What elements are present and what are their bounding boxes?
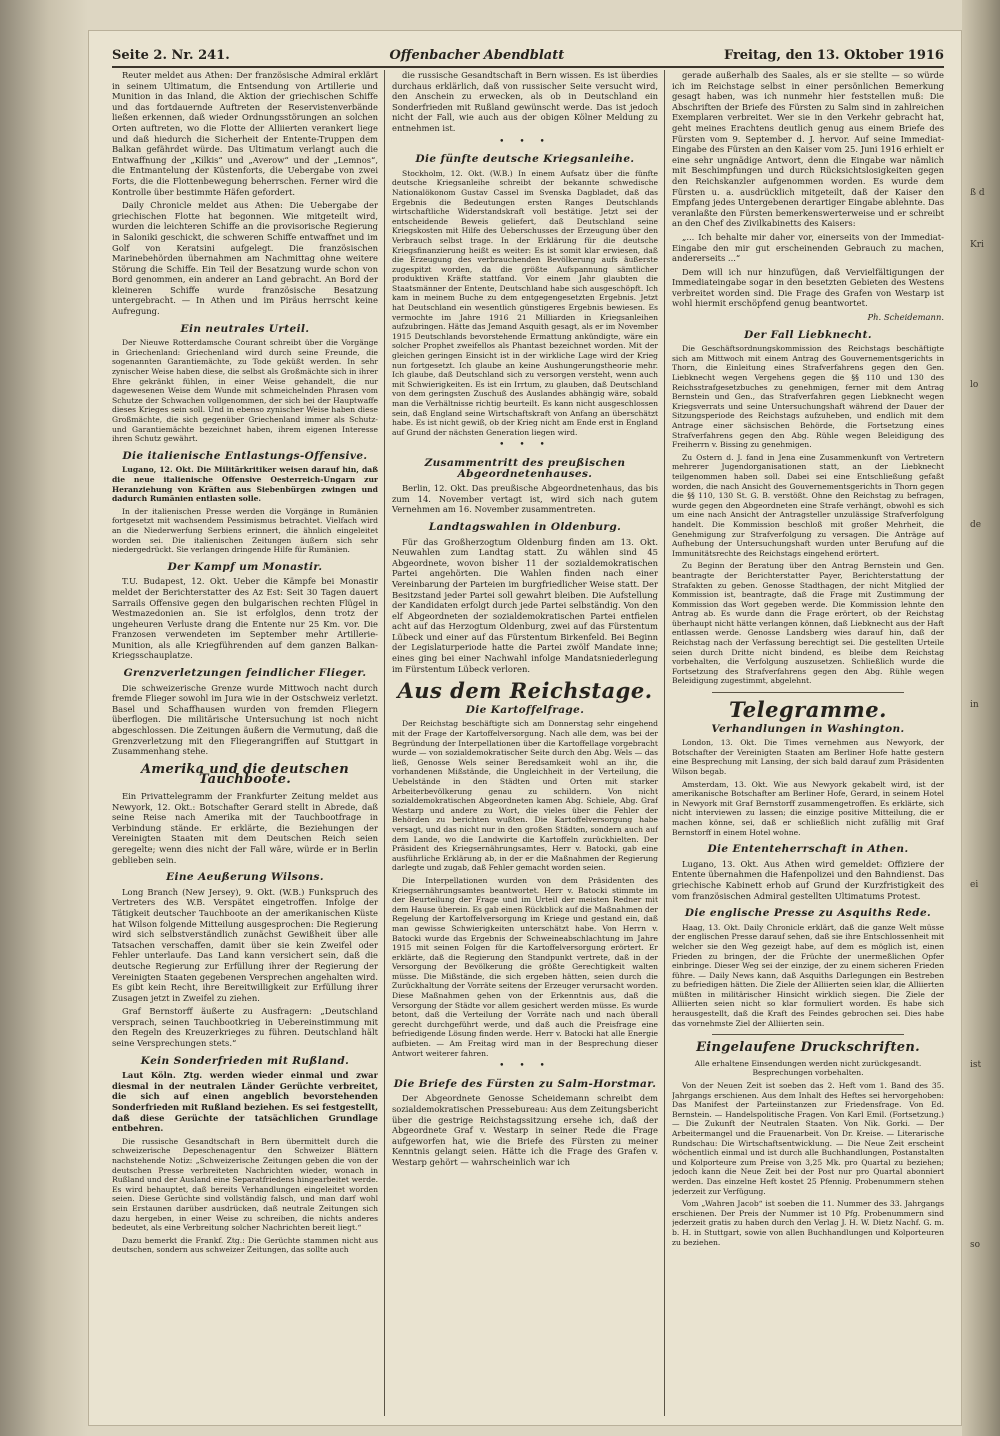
article-text: Von der Neuen Zeit ist soeben das 2. Heft vom 1. Band des 35. Jahrgangs erschienen. Aus dem Inhalt des Heftes sei hervorgehoben: Das Manifest der Parteiinstanzen zur Friedensfrage. Von Ed. Bernstein. — Handelspolitische Fragen. Von Karl Emil. (Fortsetzung.) — Die Zukunft der Neutralen Staaten. Von Nik. Gorki. — Der Arbeitermangel und die Frauenarbeit. Von Dr. Kreise. — Literarische Rundschau: Die Wirtschaftsentwicklung. — Die Neue Zeit erscheint wöchentlich einmal und ist durch alle Buchhandlungen, Postanstalten und Kolporteure zum Preise von 3,25 Mk. pro Quartal zu beziehen; jedoch kann die Neue Zeit bei der Post nur pro Quartal abonniert werden. Das einzelne Heft kostet 25 Pfennig. Probenummern stehen jederzeit zur Verfügung.	[672, 1081, 944, 1196]
article-text: Vom „Wahren Jacob“ ist soeben die 11. Nummer des 33. Jahrgangs erschienen. Der Preis der Nummer ist 10 Pfg. Probenummern sind jederzeit gratis zu haben durch den Verlag J. H. W. Dietz Nachf. G. m. b. H. in Stuttgart, sowie von allen Buchhandlungen und Kolporteuren zu beziehen.	[672, 1199, 944, 1247]
signature: Ph. Scheidemann.	[867, 312, 944, 323]
column-rule	[384, 70, 385, 1416]
article-text: Haag, 13. Okt. Daily Chronicle erklärt, daß die ganze Welt müsse der englischen Presse darauf sehen, daß sie ihre Entschlossenheit mit welcher sie den Weg gezeigt habe, auf dem es möglich ist, einen Frieden zu bringen, der die Früchte der unermeßlichen Opfer einbringe. Dieser Weg sei der einzige, der zu einem sicheren Frieden führe. — Daily News kann, daß Asquiths Darlegungen ein Bestreben zu befriedigen hätten. Die Ziele der Alliierten seien klar, die Alliierten müßten in militärischer Hinsicht wirklich siegen. Die Ziele der Alliierten seien nicht so klar formuliert worden. Es habe sich herausgestellt, daß die Kraft des Feindes gebrochen sei. Dies habe das vornehmste Ziel der Alliierten sein.	[672, 922, 944, 1028]
article-text: Zu Ostern d. J. fand in Jena eine Zusammenkunft von Vertretern mehrerer Jugendorganisationen statt, an der Liebknecht teilgenommen haben soll. Dabei sei eine Entschließung gefaßt worden, die nach Ansicht des Gouvernementsgerichts in Thorn gegen die §§ 110, 130 St. G. B. verstößt. Ohne den Reichstag zu befragen, wurde gegen den Abgeordneten eine Strafe verhängt, obwohl es sich um eine nach Ansicht der Antragsteller unzulässige Strafverfolgung handelt. Die Kommission beschloß mit großer Mehrheit, die Genehmigung zur Strafverfolgung zu versagen. Die Anträge auf Aufhebung der Untersuchungshaft wurden unter Berufung auf die Immunitätsrechte des Reichstags eingehend erörtert.	[672, 452, 944, 558]
separator: • • •	[499, 440, 551, 451]
article-quote: „... Ich behalte mir daher vor, einerseits von der Immediat-Eingabe den mir gut erscheinenden Gebrauch zu machen, andererseits ...“	[672, 231, 944, 264]
article-text: Die russische Gesandtschaft in Bern übermittelt durch die schweizerische Depeschenagentur den Schweizer Blättern nachstehende Notiz: „Schweizerische Zeitungen geben die von der deutschen Presse verbreiteten Nachrichten wieder, wonach in Rußland und der Ausland eine Separatfriedens hingearbeitet werde. Es wird behauptet, daß bereits Verhandlungen eingeleitet worden seien. Diese Gerüchte sind vollständig falsch, und man darf wohl sein Erstaunen darüber ausdrücken, daß neutrale Zeitungen sich dazu hergeben, in einer Weise zu schreiben, die nichts anderes bedeutet, als eine Verbreitung solcher Nachrichten bereit liegt.“	[112, 1136, 378, 1233]
article-text: Lugano, 12. Okt. Die Militärkritiker weisen darauf hin, daß die neue italienische Offensive Oesterreich-Ungarn zur Heranziehung von Kräften aus Siebenbürgen zwingen und dadurch Rumänien entlasten solle.	[112, 465, 378, 504]
divider	[712, 1034, 904, 1035]
section-heading: Eingelaufene Druckschriften.	[696, 1040, 920, 1056]
article-heading: Die Ententeherrschaft in Athen.	[707, 843, 909, 856]
article-text: Ein Privattelegramm der Frankfurter Zeitung meldet aus Newyork, 12. Okt.: Botschafter Gerard stellt in Abrede, daß seine Reise nach Amerika mit der Tauchbootfrage in Verbindung stände. Er erklärte, die Beziehungen der Vereinigten Staaten mit dem Deutschen Reich seien geregelte; wenn dies nicht der Fall wäre, würde er in Berlin geblieben sein.	[112, 791, 378, 865]
edge-fragment: ei	[970, 880, 979, 890]
article-text: Graf Bernstorff äußerte zu Ausfragern: „Deutschland versprach, seinen Tauchbootkrieg in Uebereinstimmung mit den Regeln des Kreuzerkrieges zu führen. Deutschland hält seine Versprechungen stets.“	[112, 1006, 378, 1049]
separator: • • •	[499, 1061, 551, 1072]
article-heading: Ein neutrales Urteil.	[180, 322, 310, 335]
edge-fragment: Kri	[970, 240, 984, 250]
edge-fragment: ist	[970, 1060, 982, 1070]
article-text: Lugano, 13. Okt. Aus Athen wird gemeldet: Offiziere der Entente übernahmen die Hafenpolizei und den Bahndienst. Das griechische Kabinett erhob auf Grund der Kurzfristigkeit des vom französischen Admiral gestellten Ultimatums Protest.	[672, 858, 944, 901]
book-spine-shadow	[0, 0, 88, 1436]
article-heading: Die Briefe des Fürsten zu Salm-Horstmar.	[393, 1077, 657, 1090]
article-heading: Die fünfte deutsche Kriegsanleihe.	[415, 153, 635, 166]
article-heading: Eine Aeußerung Wilsons.	[166, 871, 324, 884]
article-text: die russische Gesandtschaft in Bern wissen. Es ist überdies durchaus erklärlich, daß von russischer Seite versucht wird, den Anschein zu erwecken, als ob in Deutschland ein Sonderfrieden mit Rußland gewünscht werde. Das ist jedoch nicht der Fall, wie auch aus der obigen Kölner Meldung zu entnehmen ist.	[392, 70, 658, 133]
issue-date: Freitag, den 13. Oktober 1916	[723, 47, 944, 63]
newspaper-page	[88, 30, 962, 1426]
column-2	[392, 70, 658, 1416]
separator: • • •	[499, 136, 551, 147]
article-heading: Landtagswahlen in Oldenburg.	[428, 520, 622, 533]
article-heading: Die italienische Entlastungs-Offensive.	[122, 449, 368, 462]
article-text: Zu Beginn der Beratung über den Antrag Bernstein und Gen. beantragte der Berichterstatter Payer, Berichterstattung der Strafakten zu geben. Genosse Stadthagen, der nicht Mitglied der Kommission ist, beantragte, daß die Frage mit Zustimmung der Kommission das Wort gegeben werde. Die Kommission lehnte den Antrag ab. Es wurde dann die Frage erörtert, ob der Reichstag überhaupt nicht hätte verlangen können, daß Liebknecht aus der Haft entlassen werde. Genosse Landsberg wies darauf hin, daß der Reichstag nach der Verfassung berechtigt sei. Die gestellten Urteile seien durch Dritte nicht bindend, es bleibe dem Reichstag vorbehalten, die Verfolgung auszusetzen. Schließlich wurde die Fortsetzung des Strafverfahrens gegen den Abg. Rühle wegen Beleidigung zugestimmt, abgelehnt.	[672, 561, 944, 686]
article-heading: Die englische Presse zu Asquiths Rede.	[684, 907, 932, 920]
note-text: Alle erhaltene Einsendungen werden nicht zurückgesandt. Besprechungen vorbehalten.	[694, 1058, 922, 1078]
article-text: Die schweizerische Grenze wurde Mittwoch nacht durch fremde Flieger sowohl im Jura wie in der Ostschweiz verletzt. Basel und Schaffhausen wurden von fremden Fliegern überflogen. Die militärische Untersuchung ist noch nicht abgeschlossen. Die Zeitungen äußern die Vermutung, daß die Grenzverletzung mit den Fliegerangriffen auf Stuttgart in Zusammenhang stehe.	[112, 682, 378, 757]
article-text: Amsterdam, 13. Okt. Wie aus Newyork gekabelt wird, ist der amerikanische Botschafter am Berliner Hofe, Gerard, in seinem Hotel in Newyork mit Graf Bernstorff zusammengetroffen. Es erklärte, sich nicht interviewen zu lassen; die einzige positive Mitteilung, die er machen könne, sei, daß er schließlich nicht zufällig mit Graf Bernstorff in einem Hotel wohne.	[672, 779, 944, 837]
page-header	[112, 44, 944, 68]
article-text: Dazu bemerkt die Frankf. Ztg.: Die Gerüchte stammen nicht aus deutschen, sondern aus schweizer Zeitungen, das sollte auch	[112, 1235, 378, 1255]
article-text: Der Nieuwe Rotterdamsche Courant schreibt über die Vorgänge in Griechenland: Griechenland wird durch seine Freunde, die sogenannten Garantiemächte, zu Tode geküßt werden. In sehr zynischer Weise haben diese, die selbst als Großmächte sich in ihrer Ehre gekränkt fühlen, in einer Weise gehandelt, die nur dagewesenen Weise dem Wunde mit schmeichelnden Phrasen vom Schutze der Schwachen vollgenommen, der sich bei der Hauptwaffe dieses Krieges sein soll. Und in ebenso zynischer Weise haben diese Großmächte, die sich gegenüber Griechenland immer als Schutz- und Garantiemächte bezeichnet haben, ihrem eigenen Interesse ihren Schutz gewährt.	[112, 338, 378, 444]
article-heading: Der Kampf um Monastir.	[167, 560, 323, 573]
article-text: Reuter meldet aus Athen: Der französische Admiral erklärt in seinem Ultimatum, die Entsendung von Artillerie und Munition in das Inland, die Aktion der griechischen Schiffe und das fortdauernde Auftreten der Reservistenverbände ließen erkennen, daß wieder Ordnungsstörungen an solchen Orten auftreten, wo die Flotte der Alliierten verankert liege und daß hiedurch die Sicherheit der Entente-Truppen dem Balkan gefährdet würde. Das Ultimatum verlangt auch die Entwaffnung der „Kilkis“ und „Averow“ und der „Lemnos“, die Entmantelung der Küstenforts, die Uebergabe von zwei Forts, die die Flottenbewegung beherrschen. Ferner wird die Kontrolle über bestimmte Häfen gefordert.	[112, 70, 378, 197]
article-heading: Die Kartoffelfrage.	[465, 703, 585, 716]
edge-fragment: lo	[970, 380, 979, 390]
article-text: Daily Chronicle meldet aus Athen: Die Uebergabe der griechischen Flotte hat begonnen. Wie mitgeteilt wird, wurden die leichteren Schiffe an die provisorische Regierung in Saloniki geschickt, die schweren Schiffe entwaffnet und im Golf von Keratsini aufgelegt. Die französischen Marinebehörden übernahmen am Nachmittag ohne weitere Störung die Schiffe. Ein Teil der Besatzung wurde schon von Bord genommen, ein anderer an Land gebracht. An Bord der kleineren Schiffe wurde französische Besatzung untergebracht. — In Athen und im Piräus herrscht keine Aufregung.	[112, 200, 378, 317]
article-text: Die Geschäftsordnungskommission des Reichstags beschäftigte sich am Mittwoch mit einem Antrag des Gouvernementsgerichts in Thorn, die Einleitung eines Strafverfahrens gegen den Gen. Liebknecht wegen Vergehens gegen die §§ 110 und 130 des Reichsstrafgesetzbuches zu genehmigen, ferner mit dem Antrag Bernstein und Gen., das Strafverfahren gegen Liebknecht wegen Kriegsverrats und seine Untersuchungshaft während der Dauer der Sitzungsperiode des Reichstags aufzuheben, und endlich mit dem Antrage einer sächsischen Behörde, die Fortsetzung eines Strafverfahrens gegen den Abg. Rühle wegen Beleidigung des Freiherrn v. Bissing zu genehmigen.	[672, 344, 944, 450]
article-text: Berlin, 12. Okt. Das preußische Abgeordnetenhaus, das bis zum 14. November vertagt ist, wird sich nach gutem Vernehmen am 16. November zusammentreten.	[392, 483, 658, 515]
divider	[712, 692, 904, 693]
edge-fragment: so	[970, 1240, 981, 1250]
column-1	[112, 70, 378, 1416]
adjacent-page-edge	[962, 0, 1000, 1436]
article-text: Stockholm, 12. Okt. (W.B.) In einem Aufsatz über die fünfte deutsche Kriegsanleihe schreibt der bekannte schwedische Nationalökonom Gustav Cassel im Svenska Dagbladet, daß das Ergebnis die Bedeutungen ersten Ranges Deutschlands wirtschaftliche Widerstandskraft voll bestätige. Jetzt sei der entscheidende Beweis geliefert, daß Deutschland seine Kriegskosten mit Hilfe des Ueberschusses der Erzeugung über den Verbrauch selbst trage. In der Erklärung für die deutsche Kriegsfinanzierung heißt es weiter: Es ist somit klar erwiesen, daß die Erzeugung des verbrauchenden Bevölkerung aufs äußerste zugespitzt worden, da die größte Aufspannung sämtlicher produktiven Kräfte stattfand. Vor einem Jahr glaubten die Staatsmänner der Entente, Deutschland habe sich ausgeschöpft. Ich kam in meinem Buche zu dem entgegengesetzten Ergebnis. Jetzt hat Deutschland ein wesentlich günstigeres Ergebnis bewiesen. Es vermochte im Jahre 1916 21 Milliarden in Kriegsanleihen aufzubringen. Hätte das Jemand Asquith gesagt, als er im November 1915 Deutschlands bevorstehende Ermattung ankündigte, wäre ein solcher Prophet zweifellos als Phantast bezeichnet worden. Mit der gleichen geringen Einsicht ist in der wirkliche Lage wird der Krieg nun fortgesetzt. Ich glaube an keine Aushungerungstheorie mehr. Ich glaube, daß Deutschland sich zu versorgen versteht, wenn auch mit Schwierigkeiten. Es ist ein Irrtum, zu glauben, daß Deutschland von dem geringsten Zuschuß des Auslandes abhängig wäre, sobald man die Verhältnisse richtig beurteilt. Es kann nicht ausgeschlossen sein, daß England seine Wirtschaftskraft von Anfang an überschätzt habe. Es ist nicht gewiß, ob der Krieg nicht am Ende erst in England auf Grund der nächsten Generation liegen wird.	[392, 168, 658, 437]
article-text: Der Abgeordnete Genosse Scheidemann schreibt dem sozialdemokratischen Pressebureau: Aus dem Zeitungsbericht über die gestrige Reichstagssitzung ersehe ich, daß der Abgeordnete Graf v. Westarp in seiner Rede die Frage aufgeworfen hat, wie die Briefe des Fürsten zu meiner Kenntnis gelangt seien. Hätte ich die Frage des Grafen v. Westarp gehört — wahrscheinlich war ich	[392, 1093, 658, 1167]
edge-fragment: ß d	[970, 188, 985, 198]
article-text: gerade außerhalb des Saales, als er sie stellte — so würde ich im Reichstage selbst in einer persönlichen Bemerkung gesagt haben, was ich nunmehr hier feststellen muß: Die Abschriften der Briefe des Fürsten zu Salm sind in zahlreichen Exemplaren verbreitet. Wer sie in den Verkehr gebracht hat, geht meines Erachtens deutlich genug aus einem Briefe des Fürsten vom 9. September d. J. hervor. Auf seine Immediat-Eingabe des Fürsten an den Kaiser vom 25. Juni 1916 erhielt er eine sehr ungnädige Antwort, denn die Eingabe war nämlich mit Beschimpfungen und durch Rücksichtslosigkeiten gegen den Reichskanzler aufgenommen worden. Es wurde dem Fürsten u. a. ausdrücklich mitgeteilt, daß der Kaiser den Empfang jedes Untergebenen derartiger Eingabe ablehnte. Das veranlaßte den Fürsten bemerkenswerterweise und er schreibt an den Chef des Zivilkabinetts des Kaisers:	[672, 70, 944, 229]
article-text: Dem will ich nur hinzufügen, daß Vervielfältigungen der Immediateingabe sogar in den besetzten Gebieten des Westens verbreitet worden sind. Die Frage des Grafen von Westarp ist wohl hiermit erschöpfend genug beantwortet.	[672, 266, 944, 309]
article-heading: Amerika und die deutschen Tauchboote.	[141, 761, 349, 788]
article-heading: Zusammentritt des preußischen Abgeordnetenhauses.	[424, 456, 626, 480]
edge-fragment: de	[970, 520, 982, 530]
article-text: Die Interpellationen wurden von dem Präsidenten des Kriegsernährungsamtes beantwortet. Herr v. Batocki stimmte im der Beurteilung der Frage und im Urteil der meisten Redner mit dem Hause überein. Es gab einen Rückblick auf die Maßnahmen der Regelung der Kartoffelversorgung im Kriege und gestand ein, daß man gewisse Schwierigkeiten unterschätzt habe. Von Herrn v. Batocki wurde das Ergebnis der Schweineabschlachtung im Jahre 1915 mit seinen Folgen für die Kartoffelversorgung erörtert. Er erklärte, daß die Regierung den Standpunkt vertrete, daß in der Versorgung der Bevölkerung die größte Gerechtigkeit walten müsse. Die Mißstände, die sich ergeben hätten, seien durch die Zurückhaltung der Vorräte seitens der Erzeuger verursacht worden. Diese Maßnahmen gehen von der Erkenntnis aus, daß die Versorgung der Städte vor allem gesichert werden müsse. Es wurde betont, daß die Verteilung der Vorräte nach und nach überall gerecht durchgeführt werde, und daß auch die Preisfrage eine befriedigende Lösung finden werde. Herr v. Batocki hat alle Energie aufbieten. — Am Freitag wird man in der Besprechung dieser Antwort weiterer fahren.	[392, 875, 658, 1058]
newspaper-name: Offenbacher Abendblatt	[389, 47, 565, 63]
article-heading: Verhandlungen in Washington.	[711, 722, 905, 735]
article-text: London, 13. Okt. Die Times vernehmen aus Newyork, der Botschafter der Vereinigten Staaten am Berliner Hofe hatte gestern eine Besprechung mit Lansing, der sich bald darauf zum Präsidenten Wilson begab.	[672, 738, 944, 776]
column-rule	[664, 70, 665, 1416]
edge-fragment: in	[970, 700, 979, 710]
article-text: Long Branch (New Jersey), 9. Okt. (W.B.) Funkspruch des Vertreters des W.B. Verspätet eingetroffen. Infolge der Tätigkeit deutscher Tauchboote an der amerikanischen Küste hat Wilson folgende Mitteilung ausgesprochen: Die Regierung wird sich selbstverständlich zunächst Gewißheit über alle Tatsachen verschaffen, damit über sie kein Zweifel oder Fehler unterlaufe. Das Land kann versichert sein, daß die deutsche Regierung zur Erfüllung ihrer der Regierung der Vereinigten Staaten gegebenen Versprechen angehalten wird. Es gibt kein Recht, ihre Bereitwilligkeit zur Erfüllung ihrer Zusagen jetzt in Zweifel zu ziehen.	[112, 886, 378, 1003]
article-heading: Der Fall Liebknecht.	[744, 328, 872, 341]
article-text: Für das Großherzogtum Oldenburg finden am 13. Okt. Neuwahlen zum Landtag statt. Zu wählen sind 45 Abgeordnete, wovon bisher 11 der sozialdemokratischen Partei angehörten. Die Wahlen finden nach einer Vereinbarung der Parteien im burgfriedlicher Weise statt. Der Besitzstand jeder Partei soll gewahrt bleiben. Die Aufstellung der Kandidaten erfolgt durch jede Partei selbständig. Von den elf Abgeordneten der sozialdemokratischen Partei entfielen acht auf das Herzogtum Oldenburg, zwei auf das Fürstentum Lübeck und einer auf das Fürstentum Birkenfeld. Bei Beginn der Legislaturperiode hatte die Partei zwölf Mandate inne; eines ging bei einer Nachwahl infolge Mandatsniederlegung im Fürstentum Lübeck verloren.	[392, 536, 658, 674]
article-text: T.U. Budapest, 12. Okt. Ueber die Kämpfe bei Monastir meldet der Berichterstatter des Az Est: Seit 30 Tagen dauert Sarrails Offensive gegen den bulgarischen rechten Flügel in Westmazedonien an. Sie ist erfolglos, denn trotz der ungeheuren Verluste drang die Entente nur 25 Km. vor. Die Franzosen verwendeten im September mehr Artillerie-Munition, als alle Kriegführenden auf dem ganzen Balkan-Kriegsschauplatze.	[112, 576, 378, 661]
section-heading: Aus dem Reichstage.	[397, 678, 653, 704]
page-number: Seite 2. Nr. 241.	[112, 47, 230, 63]
section-heading: Telegramme.	[729, 697, 887, 723]
article-heading: Grenzverletzungen feindlicher Flieger.	[123, 667, 367, 680]
article-text: Der Reichstag beschäftigte sich am Donnerstag sehr eingehend mit der Frage der Kartoffelversorgung. Nach alle dem, was bei der Begründung der Interpellationen über die Kartoffellage vorgebracht wurde — von sozialdemokratischer Seite durch den Abg. Wels — das ließ, Genosse Wels seiner Beredsamkeit wohl an ihr, die vorhandenen Mißstände, die Ungleichheit in der Verteilung, die Uebelstände in den Städten und Orten mit starker Arbeiterbevölkerung genau zu schildern. Von nicht sozialdemokratischen Abgeordneten kamen Abg. Schiele, Abg. Graf Westarp und andere zu Wort, die vieles über die Fehler der Behörden zu berichten wußten. Die Kartoffelversorgung habe versagt, und das nicht nur in den großen Städten, sondern auch auf dem Lande, wo die Landwirte die Kartoffeln zurückhielten. Der Präsident des Kriegsernährungsamtes, Herr v. Batocki, gab eine ausführliche Erklärung ab, in der er die Maßnahmen der Regierung darlegte und zugab, daß Fehler gemacht worden seien.	[392, 719, 658, 873]
column-3	[672, 70, 944, 1416]
article-text: Laut Köln. Ztg. werden wieder einmal und zwar diesmal in der neutralen Länder Gerüchte verbreitet, die sich auf einen angeblich bevorstehenden Sonderfrieden mit Rußland beziehen. Es sei festgestellt, daß diese Gerüchte der tatsächlichen Grundlage entbehren.	[112, 1070, 378, 1134]
article-heading: Kein Sonderfrieden mit Rußland.	[140, 1054, 350, 1067]
article-text: In der italienischen Presse werden die Vorgänge in Rumänien fortgesetzt mit wachsendem Pessimismus betrachtet. Vielfach wird an die Niederwerfung Serbiens erinnert, die ähnlich eingeleitet worden sei. Die italienischen Zeitungen äußern sich sehr niedergedrückt. Sie verlangen dringende Hilfe für Rumänien.	[112, 506, 378, 555]
